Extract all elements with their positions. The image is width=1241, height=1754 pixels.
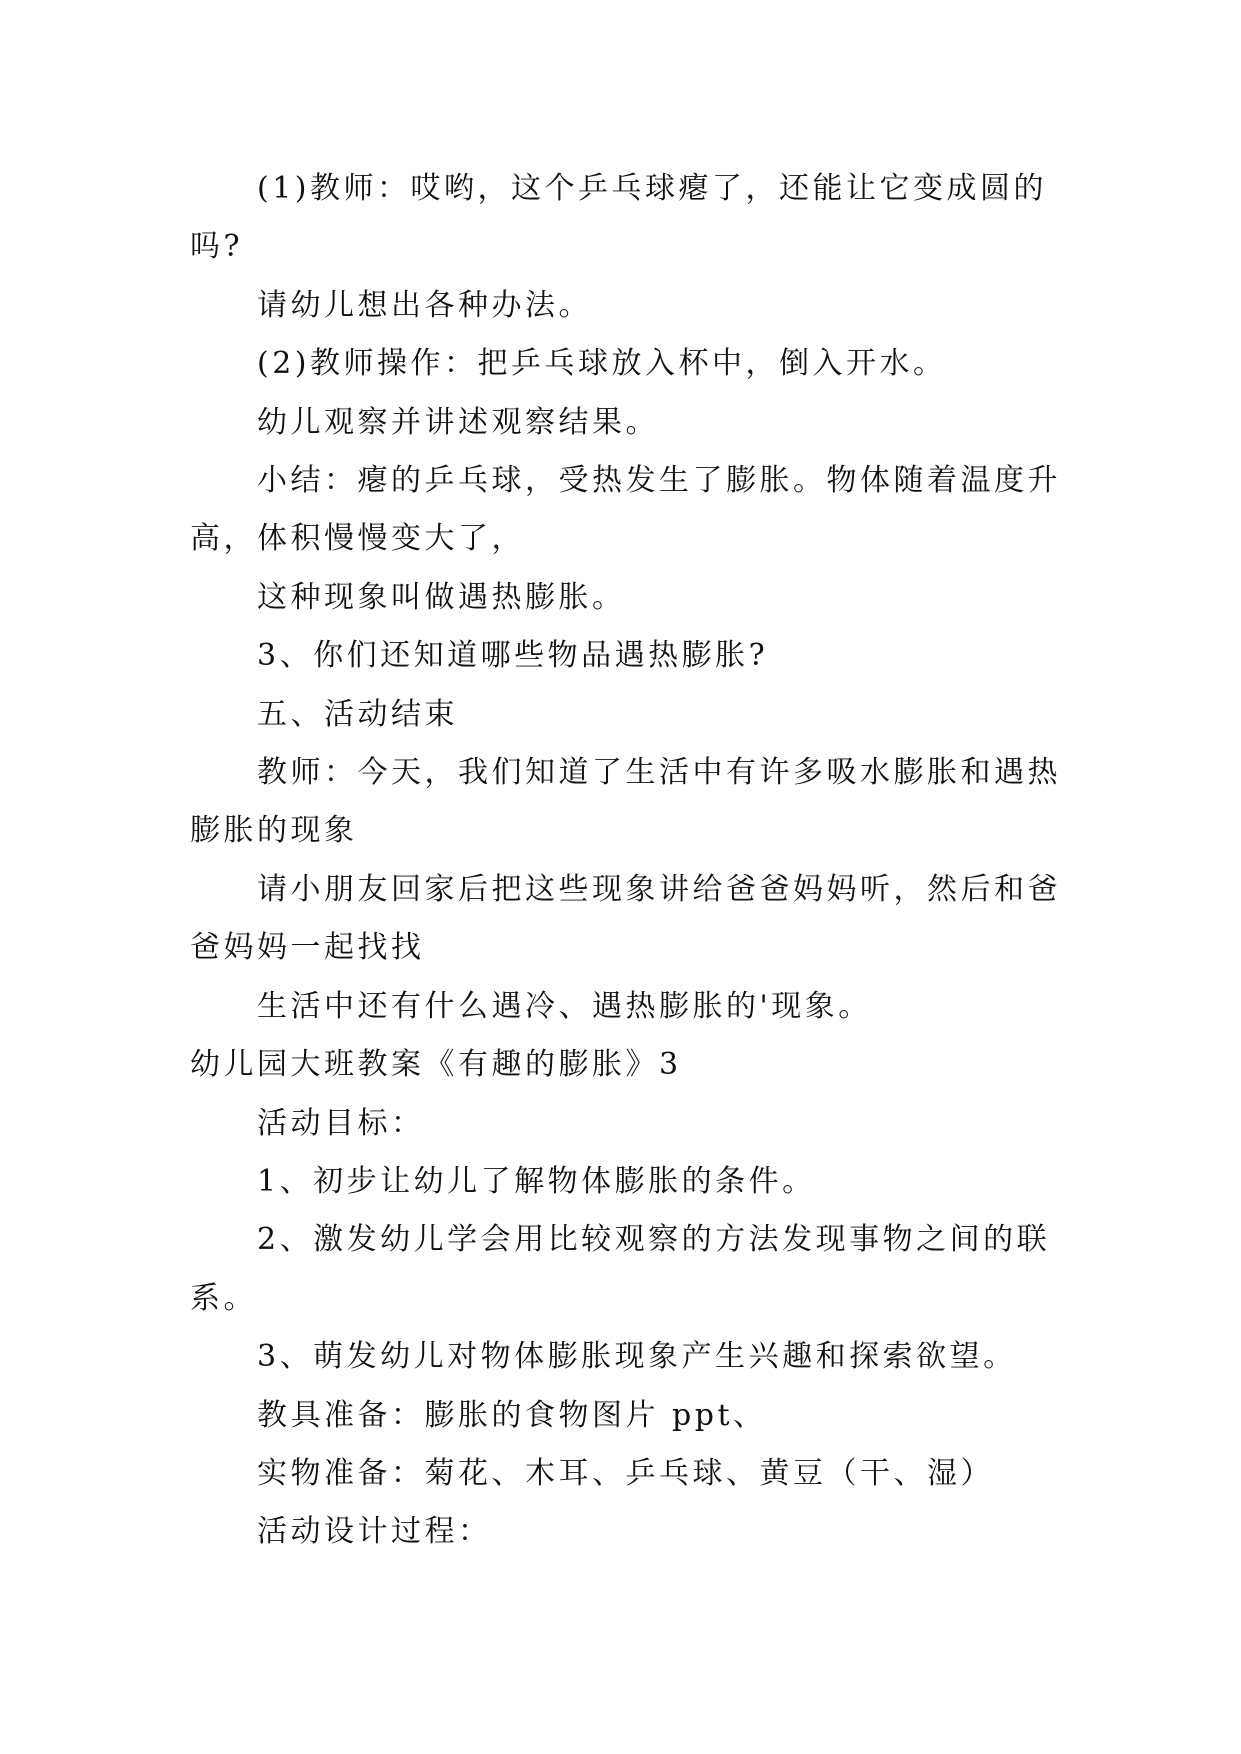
paragraph: 幼儿观察并讲述观察结果。 — [257, 404, 659, 440]
paragraph: 请小朋友回家后把这些现象讲给爸爸妈妈听，然后和爸爸妈妈一起找找 — [190, 871, 1061, 966]
lesson-title: 幼儿园大班教案《有趣的膨胀》3 — [190, 1047, 682, 1083]
paragraph: (2)教师操作：把乒乓球放入杯中，倒入开水。 — [257, 346, 947, 382]
document-body — [190, 160, 1070, 1562]
section-heading: 活动目标： — [257, 1105, 425, 1141]
paragraph: (1)教师：哎哟，这个乒乓球瘪了，还能让它变成圆的吗? — [190, 171, 1047, 265]
section-heading: 五、活动结束 — [257, 696, 458, 732]
paragraph: 3、你们还知道哪些物品遇热膨胀? — [257, 638, 769, 674]
list-item: 2、激发幼儿学会用比较观察的方法发现事物之间的联系。 — [190, 1222, 1051, 1316]
paragraph: 小结：瘪的乒乓球，受热发生了膨胀。物体随着温度升高，体积慢慢变大了， — [190, 463, 1061, 557]
paragraph: 这种现象叫做遇热膨胀。 — [257, 579, 626, 615]
paragraph: 生活中还有什么遇冷、遇热膨胀的'现象。 — [257, 988, 872, 1024]
paragraph: 实物准备：菊花、木耳、乒乓球、黄豆（干、湿） — [257, 1455, 994, 1491]
paragraph: 教具准备：膨胀的食物图片 ppt、 — [257, 1397, 767, 1433]
list-item: 1、初步让幼儿了解物体膨胀的条件。 — [257, 1163, 816, 1199]
section-heading: 活动设计过程： — [257, 1514, 492, 1550]
paragraph: 请幼儿想出各种办法。 — [257, 287, 592, 323]
list-item: 3、萌发幼儿对物体膨胀现象产生兴趣和探索欲望。 — [257, 1339, 1017, 1375]
paragraph: 教师：今天，我们知道了生活中有许多吸水膨胀和遇热膨胀的现象 — [190, 755, 1061, 849]
